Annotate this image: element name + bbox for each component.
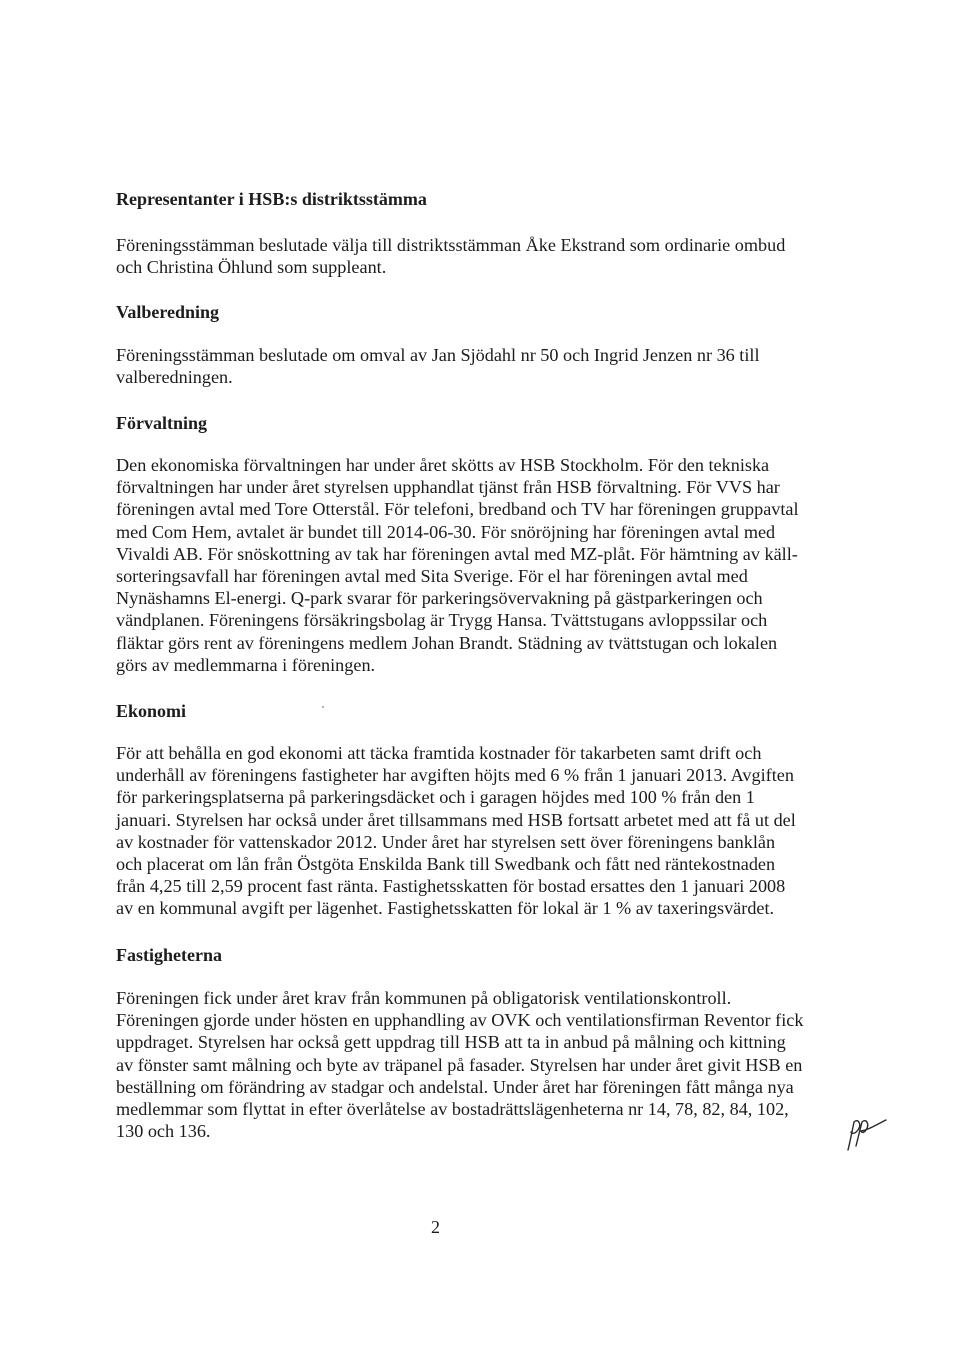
section-heading-forvaltning: Förvaltning [116,413,208,433]
text-line: Vivaldi AB. För snöskottning av tak har föreningen avtal med MZ-plåt. För hämtning av käll- [116,543,798,564]
text-line: underhåll av föreningens fastigheter har avgiften höjts med 6 % från 1 januari 2013. Avgiften [116,765,794,786]
section-body-fastigheterna [116,987,803,1142]
scan-speck [322,706,324,708]
text-line: Nynäshamns El-energi. Q-park svarar för parkeringsövervakning på gästparkeringen och [116,588,763,609]
text-line: Föreningsstämman beslutade om omval av Jan Sjödahl nr 50 och Ingrid Jenzen nr 36 till [116,345,760,365]
text-line: valberedningen. [116,367,233,388]
section-body-ekonomi [116,742,796,920]
text-line: För att behålla en god ekonomi att täcka framtida kostnader för takarbeten samt drift och [116,743,762,763]
text-line: Föreningen gjorde under hösten en upphandling av OVK och ventilationsfirman Reventor fick [116,1010,804,1031]
text-line: uppdraget. Styrelsen har också gett uppdrag till HSB att ta in anbud på målning och kittning [116,1032,786,1053]
section-heading-valberedning: Valberedning [116,302,220,322]
text-line: från 4,25 till 2,59 procent fast ränta. Fastighetsskatten för bostad ersattes den 1 januari 2008 [116,876,786,897]
text-line: görs av medlemmarna i föreningen. [116,654,376,675]
page-number: 2 [431,1217,440,1237]
text-line: fläktar görs rent av föreningens medlem Johan Brandt. Städning av tvättstugan och lokalen [116,632,778,653]
text-line: Föreningsstämman beslutade välja till distriktsstämman Åke Ekstrand som ordinarie ombud [116,235,786,255]
text-line: sorteringsavfall har föreningen avtal med Sita Sverige. För el har föreningen avtal med [116,566,748,587]
section-body-valberedning [116,344,760,388]
text-line: och placerat om lån från Östgöta Enskilda Bank till Swedbank och fått ned räntekostnaden [116,854,776,875]
text-line: Den ekonomiska förvaltningen har under året skötts av HSB Stockholm. För den tekniska [116,455,770,475]
text-line: förvaltningen har under året styrelsen upphandlat tjänst från HSB förvaltning. För VVS har [116,477,780,498]
section-body-forvaltning [116,454,799,676]
handwritten-initials-signature [842,1106,892,1156]
section-heading-fastigheterna: Fastigheterna [116,945,222,965]
text-line: med Com Hem, avtalet är bundet till 2014-06-30. För snöröjning har föreningen avtal med [116,521,776,542]
text-line: av en kommunal avgift per lägenhet. Fastighetsskatten för lokal är 1 % av taxeringsvärdet. [116,898,775,919]
text-line: föreningen avtal med Tore Otterstål. För telefoni, bredband och TV har föreningen gruppavtal [116,499,799,520]
text-line: och Christina Öhlund som suppleant. [116,257,387,278]
text-line: av kostnader för vattenskador 2012. Under året har styrelsen sett över föreningens banklån [116,831,776,852]
section-heading-representanter: Representanter i HSB:s distriktsstämma [116,189,427,209]
section-body-representanter [116,234,785,278]
text-line: januari. Styrelsen har också under året tillsammans med HSB fortsatt arbetet med att få ut del [116,809,796,830]
text-line: vändplanen. Föreningens försäkringsbolag är Trygg Hansa. Tvättstugans avloppssilar och [116,610,768,631]
text-line: 130 och 136. [116,1121,211,1142]
text-line: Föreningen fick under året krav från kommunen på obligatorisk ventilationskontroll. [116,988,732,1008]
text-line: medlemmar som flyttat in efter överlåtelse av bostadrättslägenheterna nr 14, 78, 82, 84, 102, [116,1099,789,1120]
section-heading-ekonomi: Ekonomi [116,701,187,721]
text-line: av fönster samt målning och byte av träpanel på fasader. Styrelsen har under året givit HSB en [116,1054,803,1075]
text-line: beställning om förändring av stadgar och andelstal. Under året har föreningen fått många nya [116,1076,794,1097]
text-line: för parkeringsplatserna på parkeringsdäcket och i garagen höjdes med 100 % från den 1 [116,787,755,808]
